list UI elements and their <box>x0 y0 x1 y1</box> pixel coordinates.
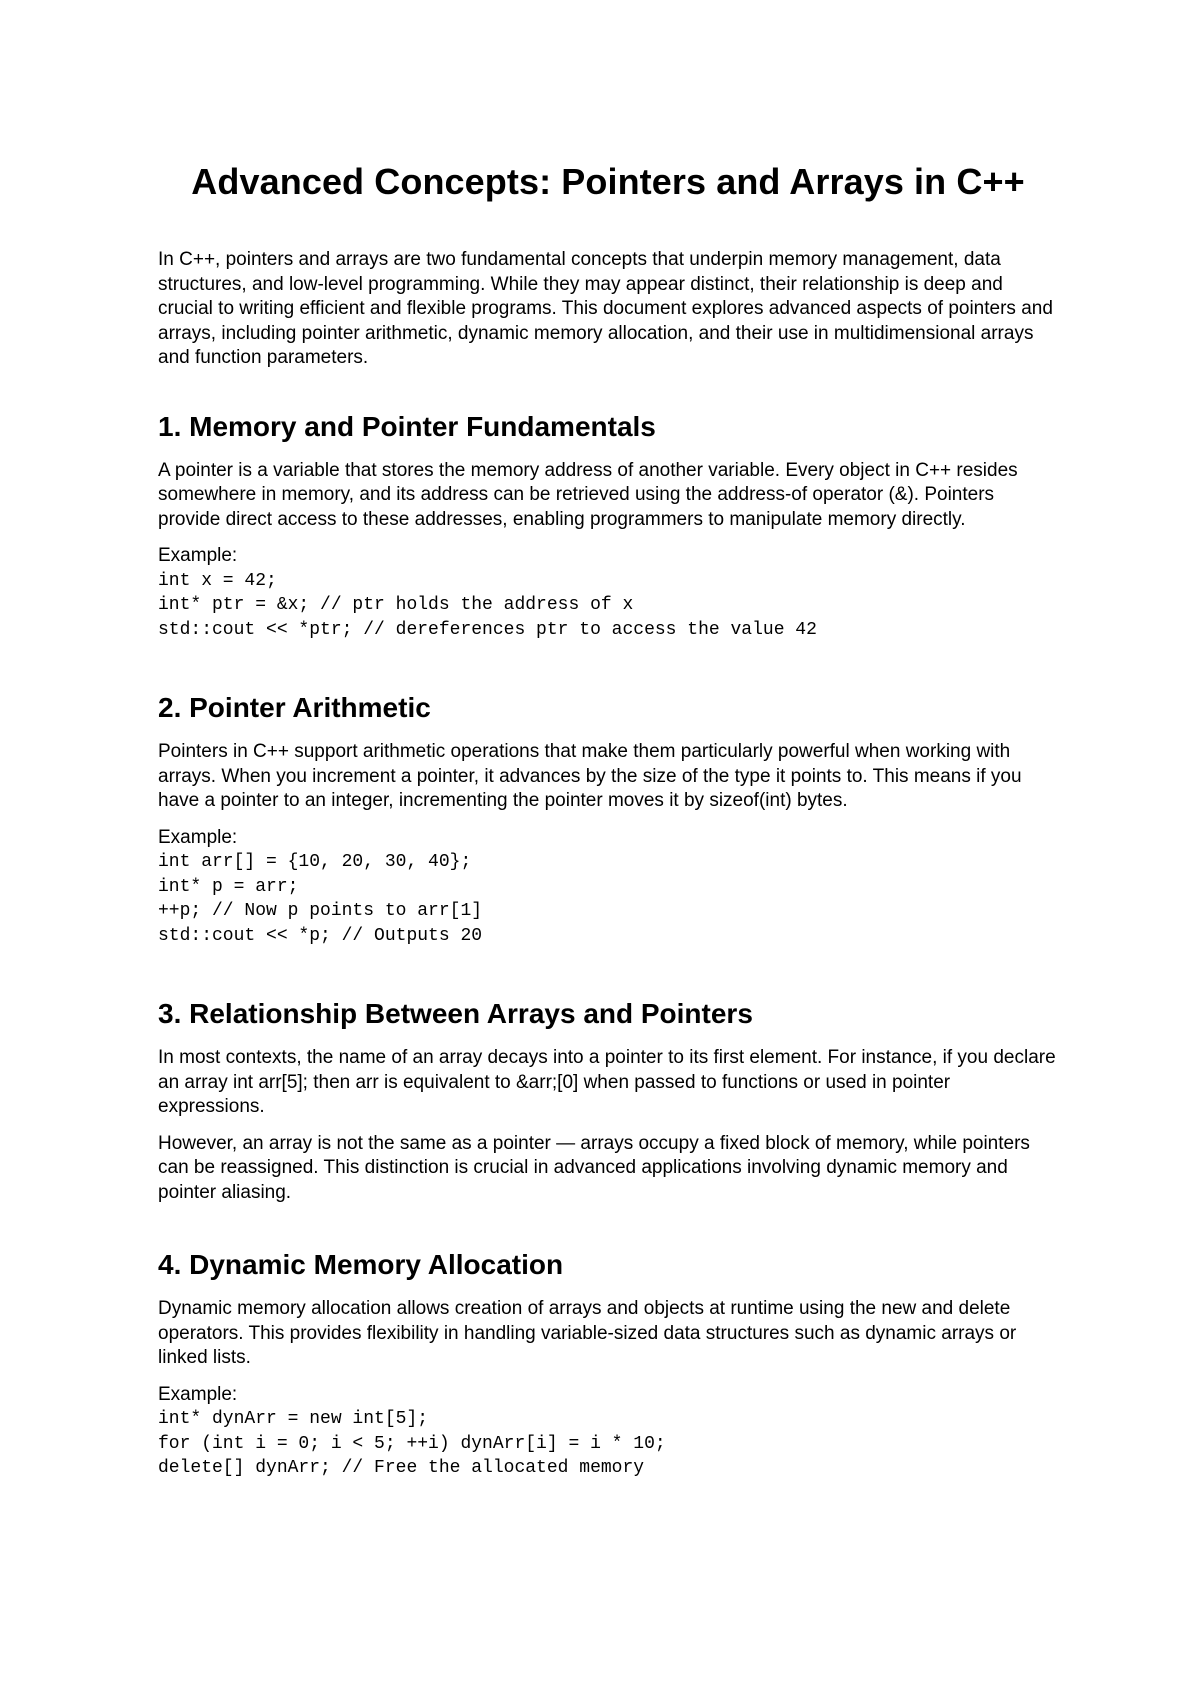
section-pointer-arithmetic <box>158 690 1058 948</box>
section-arrays-and-pointers <box>158 996 1058 1205</box>
section-memory-pointer-fundamentals <box>158 409 1058 643</box>
document-title: Advanced Concepts: Pointers and Arrays in C++ <box>191 161 1025 202</box>
code-line: int* dynArr = new int[5]; <box>158 1409 429 1429</box>
section-paragraph: Dynamic memory allocation allows creation of arrays and objects at runtime using the new and delete operators. This provides flexibility in handling variable-sized data structures such as dynamic arrays or linked lists. <box>158 1298 1017 1368</box>
example-label: Example: <box>158 826 238 848</box>
code-line: for (int i = 0; i < 5; ++i) dynArr[i] = i * 10; <box>158 1433 666 1454</box>
code-line: std::cout << *ptr; // dereferences ptr to access the value 42 <box>158 619 817 640</box>
section-paragraph: In most contexts, the name of an array decays into a pointer to its first element. For instance, if you declare an array int arr[5]; then arr is equivalent to &arr;[0] when passed to functions or used in pointer expressions. <box>158 1047 1056 1117</box>
code-line: int* ptr = &x; // ptr holds the address of x <box>158 595 634 615</box>
section-dynamic-memory-allocation <box>158 1247 1058 1481</box>
code-line: ++p; // Now p points to arr[1] <box>158 901 483 921</box>
code-line: int arr[] = {10, 20, 30, 40}; <box>158 852 472 872</box>
section-paragraph: Pointers in C++ support arithmetic operations that make them particularly powerful when working with arrays. When you increment a pointer, it advances by the size of the type it points to. This means if you have a pointer to an integer, incrementing the pointer moves it by sizeof(int) bytes. <box>158 741 1022 811</box>
section-paragraph: However, an array is not the same as a pointer — arrays occupy a fixed block of memory, while pointers can be reassigned. This distinction is crucial in advanced applications involving dynamic memory and pointer aliasing. <box>158 1132 1030 1203</box>
section-heading: 3. Relationship Between Arrays and Pointers <box>158 998 753 1029</box>
section-heading: 4. Dynamic Memory Allocation <box>158 1249 564 1280</box>
example-label: Example: <box>158 545 238 566</box>
section-paragraph: A pointer is a variable that stores the memory address of another variable. Every object in C++ resides somewhere in memory, and its address can be retrieved using the address-of operator (&). Pointers provide direct access to these addresses, enabling programmers to manipulate memory directly. <box>158 459 1018 530</box>
code-line: delete[] dynArr; // Free the allocated memory <box>158 1458 645 1478</box>
document-page <box>158 158 1058 1521</box>
code-line: int x = 42; <box>158 570 277 591</box>
code-line: std::cout << *p; // Outputs 20 <box>158 925 483 946</box>
intro-paragraph: In C++, pointers and arrays are two fundamental concepts that underpin memory management, data structures, and low-level programming. While they may appear distinct, their relationship is deep and crucial to writing efficient and flexible programs. This document explores advanced aspects of pointers and arrays, including pointer arithmetic, dynamic memory allocation, and their use in multidimensional arrays and function parameters. <box>158 249 1053 368</box>
example-label: Example: <box>158 1383 238 1405</box>
code-line: int* p = arr; <box>158 876 299 897</box>
section-heading: 1. Memory and Pointer Fundamentals <box>158 410 656 442</box>
section-heading: 2. Pointer Arithmetic <box>158 692 431 723</box>
